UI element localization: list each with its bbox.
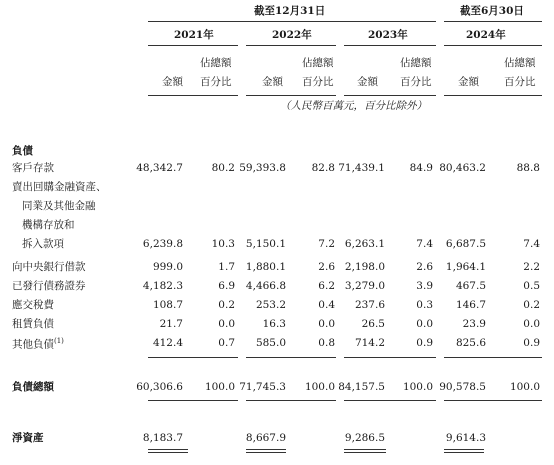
period-rule-jun (444, 21, 542, 22)
row-label-taxes: 應交稅費 (12, 299, 54, 311)
table-cell: 88.8 (516, 162, 540, 174)
table-cell: 1.7 (218, 261, 235, 273)
total-bottom-rule-2024 (444, 400, 542, 401)
table-cell: 0.0 (318, 318, 335, 330)
subheader-rule-2021 (148, 95, 238, 96)
table-cell: 7.2 (318, 238, 335, 250)
year-rule-2024 (444, 45, 542, 46)
table-cell: 108.7 (152, 299, 183, 311)
net-assets-cell: 8,667.9 (245, 432, 286, 444)
pct-header-2021-l1: 佔總額 (200, 57, 232, 69)
table-cell: 0.9 (416, 337, 433, 349)
table-cell: 0.8 (318, 337, 335, 349)
total-top-rule-2022 (246, 357, 336, 358)
table-cell: 0.0 (523, 318, 540, 330)
row-label-repo-line1: 賣出回購金融資產、 (12, 181, 107, 193)
net-rule-b-2023 (344, 452, 386, 453)
total-top-rule-2023 (344, 357, 436, 358)
net-assets-cell: 9,614.3 (445, 432, 486, 444)
year-header-2024: 2024年 (466, 29, 506, 41)
net-assets-cell: 8,183.7 (142, 432, 183, 444)
net-rule-b-2022 (246, 452, 286, 453)
row-label-net-assets: 淨資產 (12, 432, 44, 444)
table-cell: 0.5 (523, 280, 540, 292)
net-rule-a-2022 (246, 449, 286, 450)
table-cell: 16.3 (262, 318, 286, 330)
amount-header-2024: 金額 (458, 76, 479, 88)
table-cell: 21.7 (159, 318, 183, 330)
total-bottom-rule-2021 (148, 400, 238, 401)
table-cell: 146.7 (455, 299, 486, 311)
table-cell: 2.2 (523, 261, 540, 273)
period-header-dec: 截至12月31日 (254, 5, 326, 17)
year-header-2021: 2021年 (174, 29, 214, 41)
amount-header-2023: 金額 (357, 76, 378, 88)
row-label-repo-line4: 拆入款項 (22, 238, 64, 250)
pct-header-2022-l2: 百分比 (302, 76, 334, 88)
table-cell: 6,687.5 (445, 238, 486, 250)
table-cell: 412.4 (152, 337, 183, 349)
total-cell: 100.0 (204, 381, 235, 393)
year-header-2022: 2022年 (272, 29, 312, 41)
table-cell: 6,263.1 (344, 238, 385, 250)
table-cell: 10.3 (211, 238, 235, 250)
table-cell: 2.6 (318, 261, 335, 273)
pct-header-2021-l2: 百分比 (200, 76, 232, 88)
subheader-rule-2024 (444, 95, 542, 96)
table-cell: 0.2 (523, 299, 540, 311)
row-label-repo-line2: 同業及其他金融 (22, 200, 96, 212)
total-cell: 100.0 (509, 381, 540, 393)
year-rule-2021 (148, 45, 238, 46)
table-cell: 825.6 (455, 337, 486, 349)
table-cell: 5,150.1 (245, 238, 286, 250)
pct-header-2022-l1: 佔總額 (302, 57, 334, 69)
total-cell: 84,157.5 (338, 381, 385, 393)
table-cell: 84.9 (409, 162, 433, 174)
amount-header-2021: 金額 (162, 76, 183, 88)
table-cell: 6.9 (218, 280, 235, 292)
net-rule-a-2023 (344, 449, 386, 450)
row-label-total-liabilities: 負債總額 (12, 381, 54, 393)
total-cell: 100.0 (402, 381, 433, 393)
table-cell: 4,466.8 (245, 280, 286, 292)
pct-header-2024-l1: 佔總額 (504, 57, 536, 69)
total-cell: 90,578.5 (439, 381, 486, 393)
section-title-liabilities: 負債 (12, 145, 33, 157)
table-cell: 80.2 (211, 162, 235, 174)
total-cell: 71,745.3 (239, 381, 286, 393)
table-cell: 6,239.8 (142, 238, 183, 250)
table-cell: 237.6 (354, 299, 385, 311)
table-cell: 0.3 (416, 299, 433, 311)
footnote-marker: (1) (54, 337, 64, 345)
total-bottom-rule-2023 (344, 400, 436, 401)
year-rule-2022 (246, 45, 336, 46)
total-top-rule-2024 (444, 357, 542, 358)
total-cell: 60,306.6 (136, 381, 183, 393)
table-cell: 467.5 (455, 280, 486, 292)
total-bottom-rule-2022 (246, 400, 336, 401)
period-header-jun: 截至6月30日 (460, 5, 524, 17)
table-cell: 585.0 (255, 337, 286, 349)
table-cell: 80,463.2 (439, 162, 486, 174)
table-cell: 2,198.0 (344, 261, 385, 273)
net-rule-b-2021 (148, 452, 188, 453)
pct-header-2024-l2: 百分比 (504, 76, 536, 88)
table-cell: 714.2 (354, 337, 385, 349)
table-cell: 0.2 (218, 299, 235, 311)
table-cell: 4,182.3 (142, 280, 183, 292)
table-cell: 82.8 (311, 162, 335, 174)
table-cell: 59,393.8 (239, 162, 286, 174)
net-rule-a-2021 (148, 449, 188, 450)
table-cell: 71,439.1 (338, 162, 385, 174)
table-cell: 0.0 (218, 318, 235, 330)
subheader-rule-2022 (246, 95, 336, 96)
row-label-other: 其他負債$^{(1)}$ (12, 337, 64, 351)
row-label-customer-deposits: 客戶存款 (12, 162, 54, 174)
table-cell: 2.6 (416, 261, 433, 273)
table-cell: 1,880.1 (245, 261, 286, 273)
table-cell: 6.2 (318, 280, 335, 292)
table-cell: 26.5 (361, 318, 385, 330)
net-rule-b-2024 (444, 452, 484, 453)
pct-header-2023-l2: 百分比 (400, 76, 432, 88)
row-label-repo-line3: 機構存放和 (22, 219, 75, 231)
year-header-2023: 2023年 (368, 29, 408, 41)
table-cell: 7.4 (523, 238, 540, 250)
net-assets-cell: 9,286.5 (344, 432, 385, 444)
year-rule-2023 (344, 45, 436, 46)
table-cell: 999.0 (152, 261, 183, 273)
total-cell: 100.0 (304, 381, 335, 393)
table-cell: 1,964.1 (445, 261, 486, 273)
table-cell: 0.7 (218, 337, 235, 349)
subheader-rule-2023 (344, 95, 436, 96)
table-cell: 23.9 (462, 318, 486, 330)
row-label-debt-securities: 已發行債務證券 (12, 280, 86, 292)
table-cell: 3,279.0 (344, 280, 385, 292)
pct-header-2023-l1: 佔總額 (400, 57, 432, 69)
total-top-rule-2021 (148, 357, 238, 358)
row-label-lease: 租賃負債 (12, 318, 54, 330)
unit-note: （人民幣百萬元，百分比除外） (280, 100, 427, 112)
table-cell: 253.2 (255, 299, 286, 311)
net-rule-a-2024 (444, 449, 484, 450)
table-cell: 7.4 (416, 238, 433, 250)
period-rule-dec (148, 21, 436, 22)
table-cell: 0.4 (318, 299, 335, 311)
table-cell: 3.9 (416, 280, 433, 292)
row-label-central-bank: 向中央銀行借款 (12, 261, 86, 273)
table-cell: 48,342.7 (136, 162, 183, 174)
amount-header-2022: 金額 (262, 76, 283, 88)
table-cell: 0.0 (416, 318, 433, 330)
table-cell: 0.9 (523, 337, 540, 349)
